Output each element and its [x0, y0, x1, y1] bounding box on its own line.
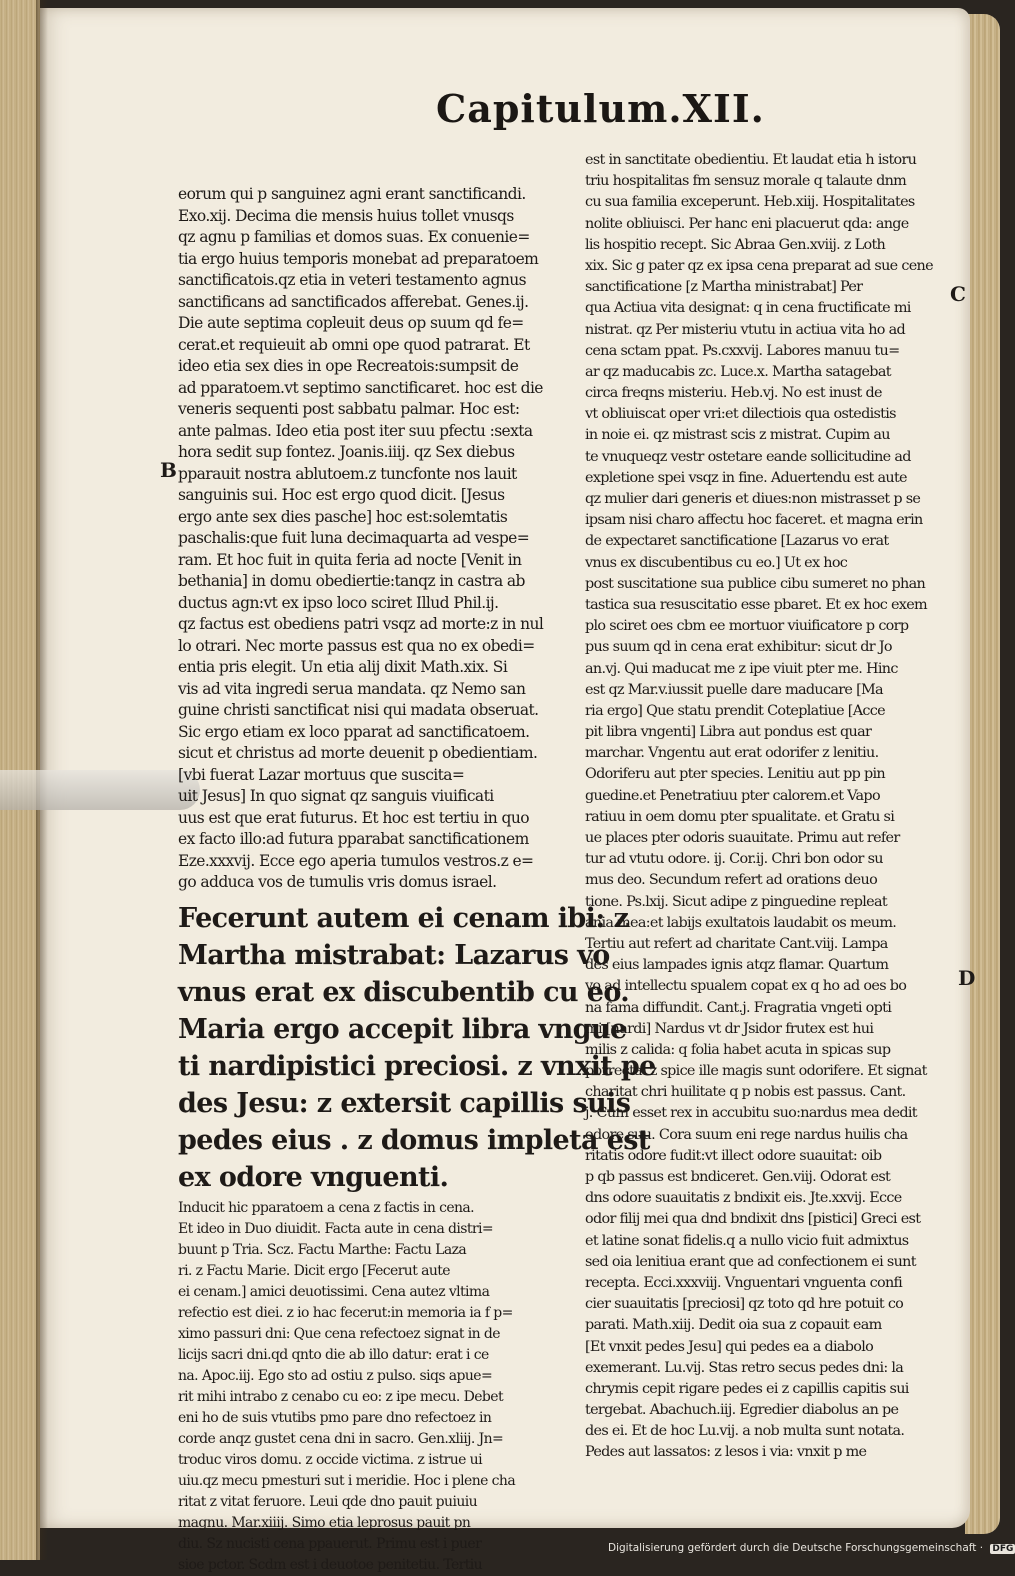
- text-line: Sic ergo etiam ex loco pparat ad sanctificatoem.: [178, 722, 530, 741]
- text-line: ar qz maducabis zc. Luce.x. Martha satagebat: [585, 363, 891, 380]
- commentary-block-right: [585, 150, 955, 1464]
- text-line: an.vj. Qui maducat me z ipe viuit pter me. Hinc: [585, 660, 898, 677]
- text-line: Tertiu aut refert ad charitate Cant.viij. Lampa: [585, 935, 888, 952]
- text-line: ram. Et hoc fuit in quita feria ad nocte [Venit in: [178, 550, 522, 569]
- text-line: expletione spei vsqz in fine. Aduertendu est aute: [585, 469, 907, 486]
- text-line: post suscitatione sua publice cibu sumeret no phan: [585, 575, 926, 592]
- text-line: Odoriferu aut pter species. Lenitiu aut pp pin: [585, 766, 885, 783]
- text-line: uus est que erat futurus. Et hoc est tertiu in quo: [178, 808, 529, 827]
- text-line: sanctificans ad sanctificados afferebat. Genes.ij.: [178, 292, 529, 311]
- text-line: pit libra vngenti] Libra aut pondus est quar: [585, 724, 872, 741]
- text-line: pus suum qd in cena erat exhibitur: sicut dr Jo: [585, 639, 892, 656]
- text-line: in noie ei. qz mistrast scis z mistrat. Cupim au: [585, 427, 890, 444]
- chapter-heading: Capitulum.XII.: [436, 86, 765, 131]
- text-line: mus deo. Secundum refert ad orations deuo: [585, 872, 878, 889]
- text-line: ex facto illo:ad futura pparabat sanctificationem: [178, 830, 529, 848]
- marginal-letter-c: C: [950, 282, 966, 306]
- text-line: bethania] in domu obediertie:tanqz in castra ab: [178, 572, 525, 590]
- text-line: paschalis:que fuit luna decimaquarta ad vespe=: [178, 529, 530, 547]
- text-line: ue places pter odoris suauitate. Primu aut refer: [585, 830, 900, 846]
- text-line: [vbi fuerat Lazar mortuus que suscita=: [178, 765, 465, 784]
- text-line: ania mea:et labijs exultatois laudabit os meum.: [585, 914, 897, 931]
- text-line: pparauit nostra ablutoem.z tuncfonte nos lauit: [178, 464, 517, 483]
- text-line: odore suu. Cora suum eni rege nardus huilis cha: [585, 1126, 908, 1143]
- gospel-text-line: pedes eius . z domus impleta est: [178, 1124, 650, 1156]
- text-line: eorum qui p sanguinez agni erant sanctificandi.: [178, 185, 526, 203]
- text-line: vo ad intellectu spualem copat ex q ho ad oes bo: [585, 978, 907, 995]
- text-line: tastica sua resuscitatio esse pbaret. Et ex hoc exem: [585, 596, 927, 613]
- gospel-text-line: vnus erat ex discubentib cu eo.: [178, 976, 630, 1008]
- text-line: sioe pctor. Scdm est i deuotoe penitetiu. Tertiu: [178, 1556, 483, 1573]
- text-line: ergo ante sex dies pasche] hoc est:solemtatis: [178, 507, 508, 526]
- text-line: guedine.et Penetratiuu pter calorem.et Vapo: [585, 787, 880, 804]
- text-line: tur ad vtutu odore. ij. Cor.ij. Chri bon odor su: [585, 851, 883, 868]
- gospel-text-line: ti nardipistici preciosi. z vnxit pe: [178, 1050, 656, 1082]
- text-line: hora sedit sup fontez. Joanis.iiij. qz Sex diebus: [178, 443, 515, 461]
- text-line: qz mulier dari generis et diues:non mistrasset p se: [585, 491, 921, 507]
- text-line: ritat z vitat feruore. Leui qde dno pauit puiuiu: [178, 1493, 478, 1510]
- text-line: tia ergo huius temporis monebat ad preparatoem: [178, 249, 539, 268]
- text-line: ritatis odore fudit:vt illect odore suauitat: oib: [585, 1147, 882, 1164]
- text-line: ei cenam.] amici deuotissimi. Cena autez vltima: [178, 1283, 490, 1300]
- text-line: sicut et christus ad morte deuenit p obedientiam.: [178, 744, 538, 762]
- text-line: sanguinis sui. Hoc est ergo quod dicit. [Jesus: [178, 486, 505, 504]
- text-line: magnu. Mar.xiiij. Simo etia leprosus pauit pn: [178, 1514, 471, 1531]
- text-line: ri. z Factu Marie. Dicit ergo [Fecerut aute: [178, 1262, 450, 1279]
- text-line: chrymis cepit rigare pedes ei z capillis capitis sui: [585, 1380, 909, 1397]
- marginal-letter-b: B: [160, 458, 177, 482]
- text-line: ximo passuri dni: Que cena refectoez signat in de: [178, 1325, 500, 1342]
- dfg-logo: DFG: [992, 1544, 1014, 1554]
- gospel-text-line: ex odore vnguenti.: [178, 1161, 449, 1193]
- text-line: et latine sonat fidelis.q a nullo vicio fuit admixtus: [585, 1232, 909, 1249]
- gospel-text-block: [178, 900, 656, 1196]
- text-line: des ei. Et de hoc Lu.vij. a nob multa sunt notata.: [585, 1423, 905, 1440]
- text-line: j. Cum esset rex in accubitu suo:nardus mea dedit: [585, 1105, 917, 1122]
- text-line: Die aute septima copleuit deus op suum qd fe=: [178, 314, 524, 332]
- text-line: buunt p Tria. Scz. Factu Marthe: Factu Laza: [178, 1241, 467, 1258]
- text-line: guine christi sanctificat nisi qui madata obseruat.: [178, 701, 539, 719]
- text-line: cena sctam ppat. Ps.cxxvij. Labores manuu tu=: [585, 342, 900, 359]
- text-line: tergebat. Abachuch.iij. Egredier diabolus an pe: [585, 1402, 899, 1419]
- text-line: circa freqns misteriu. Heb.vj. No est inust de: [585, 385, 882, 402]
- text-line: cerat.et requieuit ab omni ope quod patrarat. Et: [178, 335, 530, 354]
- text-line: de expectaret sanctificatione [Lazarus vo erat: [585, 533, 889, 550]
- gospel-text-line: des Jesu: z extersit capillis suis: [178, 1087, 631, 1119]
- text-line: est in sanctitate obedientiu. Et laudat etia h istoru: [585, 152, 917, 168]
- text-line: odor filij mei qua dnd bndixit dns [pistici] Greci est: [585, 1211, 921, 1228]
- text-line: ductus agn:vt ex ipso loco sciret Illud Phil.ij.: [178, 593, 499, 612]
- text-line: exemerant. Lu.vij. Stas retro secus pedes dni: la: [585, 1359, 904, 1376]
- gospel-text-line: Maria ergo accepit libra vngue: [178, 1013, 627, 1045]
- text-line: cu sua familia exceperunt. Heb.xiij. Hospitalitates: [585, 194, 915, 211]
- text-line: troduc viros domu. z occide victima. z istrue ui: [178, 1451, 482, 1468]
- text-line: na. Apoc.iij. Ego sto ad ostiu z pulso. siqs apue=: [178, 1367, 493, 1384]
- text-line: licijs sacri dni.qd qnto die ab illo datur: erat i ce: [178, 1346, 489, 1363]
- text-line: porrecta. z spice ille magis sunt odorifere. Et signat: [585, 1063, 927, 1080]
- left-text-column: [178, 184, 656, 1576]
- text-line: uit Jesus] In quo signat qz sanguis viuificati: [178, 787, 494, 805]
- text-line: des eius lampades ignis atqz flamar. Quartum: [585, 957, 889, 974]
- text-line: charitat chri huilitate q p nobis est passus. Cant.: [585, 1084, 906, 1101]
- right-text-column: [585, 150, 955, 1464]
- text-line: veneris sequenti post sabbatu palmar. Hoc est:: [178, 400, 520, 418]
- text-line: plo sciret oes cbm ee mortuor viuificatore p corp: [585, 618, 909, 635]
- text-line: qua Actiua vita designat: q in cena fructificate mi: [585, 300, 911, 317]
- page-clip: [0, 770, 200, 810]
- text-line: ratiuu in oem domu pter spualitate. et Gratu si: [585, 808, 895, 825]
- commentary-block-top: [178, 184, 573, 894]
- text-line: Inducit hic pparatoem a cena z factis in cena.: [178, 1199, 475, 1216]
- text-line: milis z calida: q folia habet acuta in spicas sup: [585, 1041, 891, 1058]
- text-line: cier suauitatis [preciosi] qz toto qd hre potuit co: [585, 1296, 904, 1313]
- text-line: refectio est diei. z io hac fecerut:in memoria ia f p=: [178, 1304, 513, 1321]
- text-line: rit mihi intrabo z cenabo cu eo: z ipe mecu. Debet: [178, 1388, 503, 1405]
- text-line: ipsam nisi charo affectu hoc faceret. et magna erin: [585, 512, 923, 529]
- text-line: nistrat. qz Per misteriu vtutu in actiua vita ho ad: [585, 321, 906, 338]
- text-line: [Et vnxit pedes Jesu] qui pedes ea a diabolo: [585, 1338, 874, 1355]
- text-line: vis ad vita ingredi serua mandata. qz Nemo san: [178, 679, 526, 698]
- gospel-text-line: Martha mistrabat: Lazarus vo: [178, 939, 610, 971]
- text-line: ad pparatoem.vt septimo sanctificaret. hoc est die: [178, 378, 543, 397]
- credit-text: Digitalisierung gefördert durch die Deutsche Forschungsgemeinschaft ·: [608, 1542, 984, 1554]
- text-line: Et ideo in Duo diuidit. Facta aute in cena distri=: [178, 1220, 493, 1237]
- digitization-credit: [608, 1542, 1015, 1554]
- text-line: vnus ex discubentibus cu eo.] Ut ex hoc: [585, 554, 848, 571]
- text-line: Eze.xxxvij. Ecce ego aperia tumulos vestros.z e=: [178, 851, 534, 870]
- commentary-block-bottom: [178, 1198, 573, 1576]
- text-line: eni ho de suis vtutibs pmo pare dno refectoez in: [178, 1409, 492, 1426]
- text-line: lis hospitio recept. Sic Abraa Gen.xviij. z Loth: [585, 236, 886, 253]
- text-line: diu. Sz nucisti cena ppauerut. Primu est i puer: [178, 1535, 482, 1552]
- gospel-text-line: Fecerunt autem ei cenam ibi: z: [178, 902, 629, 934]
- text-line: nolite obliuisci. Per hanc eni placuerut qda: ange: [585, 215, 909, 232]
- text-line: qz factus est obediens patri vsqz ad morte:z in nul: [178, 615, 544, 633]
- text-line: tione. Ps.lxij. Sicut adipe z pinguedine repleat: [585, 893, 887, 910]
- marginal-letter-d: D: [958, 966, 976, 990]
- text-line: vt obliuiscat oper vri:et dilectiois qua ostedistis: [585, 406, 896, 423]
- text-line: na fama diffundit. Cant.j. Fragratia vngeti opti: [585, 999, 892, 1016]
- text-line: ideo etia sex dies in ope Recreatois:sumpsit de: [178, 357, 519, 375]
- text-line: sanctificatione [z Martha ministrabat] Per: [585, 279, 863, 296]
- text-line: dns odore suauitatis z bndixit eis. Jte.xxvij. Ecce: [585, 1190, 902, 1207]
- text-line: lo otrari. Nec morte passus est qua no ex obedi=: [178, 636, 535, 655]
- text-line: sanctificatois.qz etia in veteri testamento agnus: [178, 271, 526, 289]
- text-line: parati. Math.xiij. Dedit oia sua z copauit eam: [585, 1317, 882, 1334]
- text-line: sed oia lenitiua erant que ad confectionem ei sunt: [585, 1253, 916, 1270]
- text-line: te vnuqueqz vestr ostetare eande sollicitudine ad: [585, 448, 911, 465]
- text-line: triu hospitalitas fm sensuz morale q talaute dnm: [585, 173, 907, 190]
- text-line: qz agnu p familias et domos suas. Ex conuenie=: [178, 228, 530, 246]
- text-line: Exo.xij. Decima die mensis huius tollet vnusqs: [178, 206, 514, 225]
- text-line: uiu.qz mecu pmesturi sut i meridie. Hoc i plene cha: [178, 1472, 516, 1489]
- book-page-edges-right: [965, 14, 1000, 1534]
- text-line: p qb passus est bndiceret. Gen.viij. Odorat est: [585, 1169, 891, 1185]
- text-line: xix. Sic g pater qz ex ipsa cena preparat ad sue cene: [585, 257, 933, 274]
- text-line: go adduca vos de tumulis vris domus israel.: [178, 873, 497, 891]
- text-line: entia pris elegit. Un etia alij dixit Math.xix. Si: [178, 658, 508, 676]
- text-line: marchar. Vngentu aut erat odorifer z lenitiu.: [585, 745, 879, 762]
- text-line: ante palmas. Ideo etia post iter suu pfectu :sexta: [178, 421, 533, 440]
- text-line: Pedes aut lassatos: z lesos i via: vnxit p me: [585, 1444, 867, 1461]
- text-line: est qz Mar.v.iussit puelle dare maducare [Ma: [585, 681, 883, 698]
- text-line: recepta. Ecci.xxxviij. Vnguentari vnguenta confi: [585, 1274, 903, 1291]
- text-line: corde anqz gustet cena dni in sacro. Gen.xliij. Jn=: [178, 1430, 504, 1447]
- text-line: mi [nardi] Nardus vt dr Jsidor frutex est hui: [585, 1020, 874, 1037]
- text-line: ria ergo] Que statu prendit Coteplatiue [Acce: [585, 702, 885, 719]
